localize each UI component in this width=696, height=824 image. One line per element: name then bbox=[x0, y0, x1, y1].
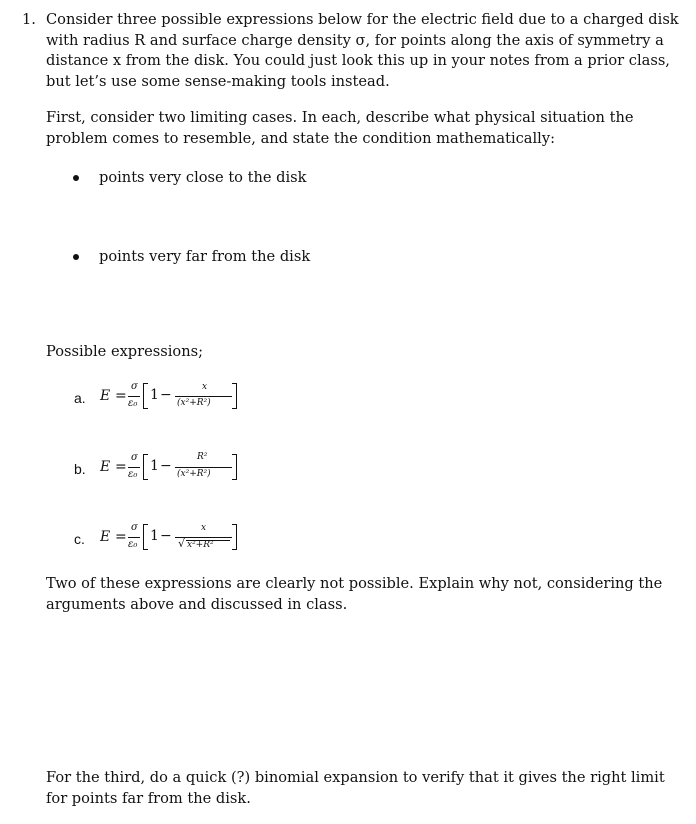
coef-fraction-bar bbox=[128, 467, 140, 468]
coef-denominator: ε₀ bbox=[128, 539, 138, 550]
one: 1 bbox=[150, 528, 159, 544]
numerator: x bbox=[201, 523, 207, 533]
coef-numerator: σ bbox=[131, 522, 138, 533]
right-bracket bbox=[232, 454, 237, 480]
bullet-close-to-disk: points very close to the disk bbox=[99, 169, 307, 186]
numerator: R² bbox=[197, 452, 208, 462]
possible-expressions-label: Possible expressions; bbox=[46, 343, 204, 360]
left-bracket bbox=[143, 383, 148, 409]
numerator: x bbox=[202, 382, 208, 392]
square-root-icon: √ bbox=[178, 537, 186, 550]
coef-fraction-bar bbox=[128, 396, 140, 397]
bullet-far-from-disk: points very far from the disk bbox=[99, 248, 311, 265]
expression-letter: a. bbox=[74, 390, 86, 406]
left-bracket bbox=[143, 454, 148, 480]
coef-denominator: ε₀ bbox=[128, 398, 138, 409]
coef-denominator: ε₀ bbox=[128, 469, 138, 480]
right-bracket bbox=[232, 524, 237, 550]
denominator: (x²+R²) bbox=[177, 469, 211, 479]
minus-sign: − bbox=[160, 387, 172, 403]
equals-sign: = bbox=[115, 459, 127, 475]
field-symbol: E bbox=[100, 529, 111, 545]
expression-letter: c. bbox=[74, 531, 85, 547]
bullet-dot-icon bbox=[73, 254, 79, 260]
equals-sign: = bbox=[115, 388, 127, 404]
denominator: (x²+R²) bbox=[177, 398, 211, 408]
coef-fraction-bar bbox=[128, 537, 140, 538]
coef-numerator: σ bbox=[131, 452, 138, 463]
field-symbol: E bbox=[100, 388, 111, 404]
bullet-dot-icon bbox=[73, 175, 79, 181]
denominator: x²+R² bbox=[187, 540, 214, 550]
one: 1 bbox=[150, 387, 159, 403]
coef-numerator: σ bbox=[131, 381, 138, 392]
limiting-cases-intro: First, consider two limiting cases. In each, describe what physical situation the problem comes to resemble, and state the condition mathematically: bbox=[46, 109, 634, 147]
minus-sign: − bbox=[160, 458, 172, 474]
fraction-bar bbox=[175, 396, 232, 397]
two-not-possible-prompt: Two of these expressions are clearly not possible. Explain why not, considering the arguments above and discussed in class. bbox=[46, 575, 663, 613]
binomial-expansion-prompt: For the third, do a quick (?) binomial expansion to verify that it gives the right limit for points far from the disk. bbox=[46, 769, 665, 807]
minus-sign: − bbox=[160, 528, 172, 544]
expression-letter: b. bbox=[74, 461, 86, 477]
left-bracket bbox=[143, 524, 148, 550]
right-bracket bbox=[232, 383, 237, 409]
one: 1 bbox=[150, 458, 159, 474]
fraction-bar bbox=[175, 467, 232, 468]
equals-sign: = bbox=[115, 529, 127, 545]
question-intro: Consider three possible expressions below for the electric field due to a charged disk with radius R and surface charge density σ, for points along the axis of symmetry a distance x from the disk. You could just look this up in your notes from a prior class, but let’s use some sense-making tools instead. bbox=[46, 11, 679, 90]
question-number: 1. bbox=[22, 11, 36, 28]
field-symbol: E bbox=[100, 459, 111, 475]
